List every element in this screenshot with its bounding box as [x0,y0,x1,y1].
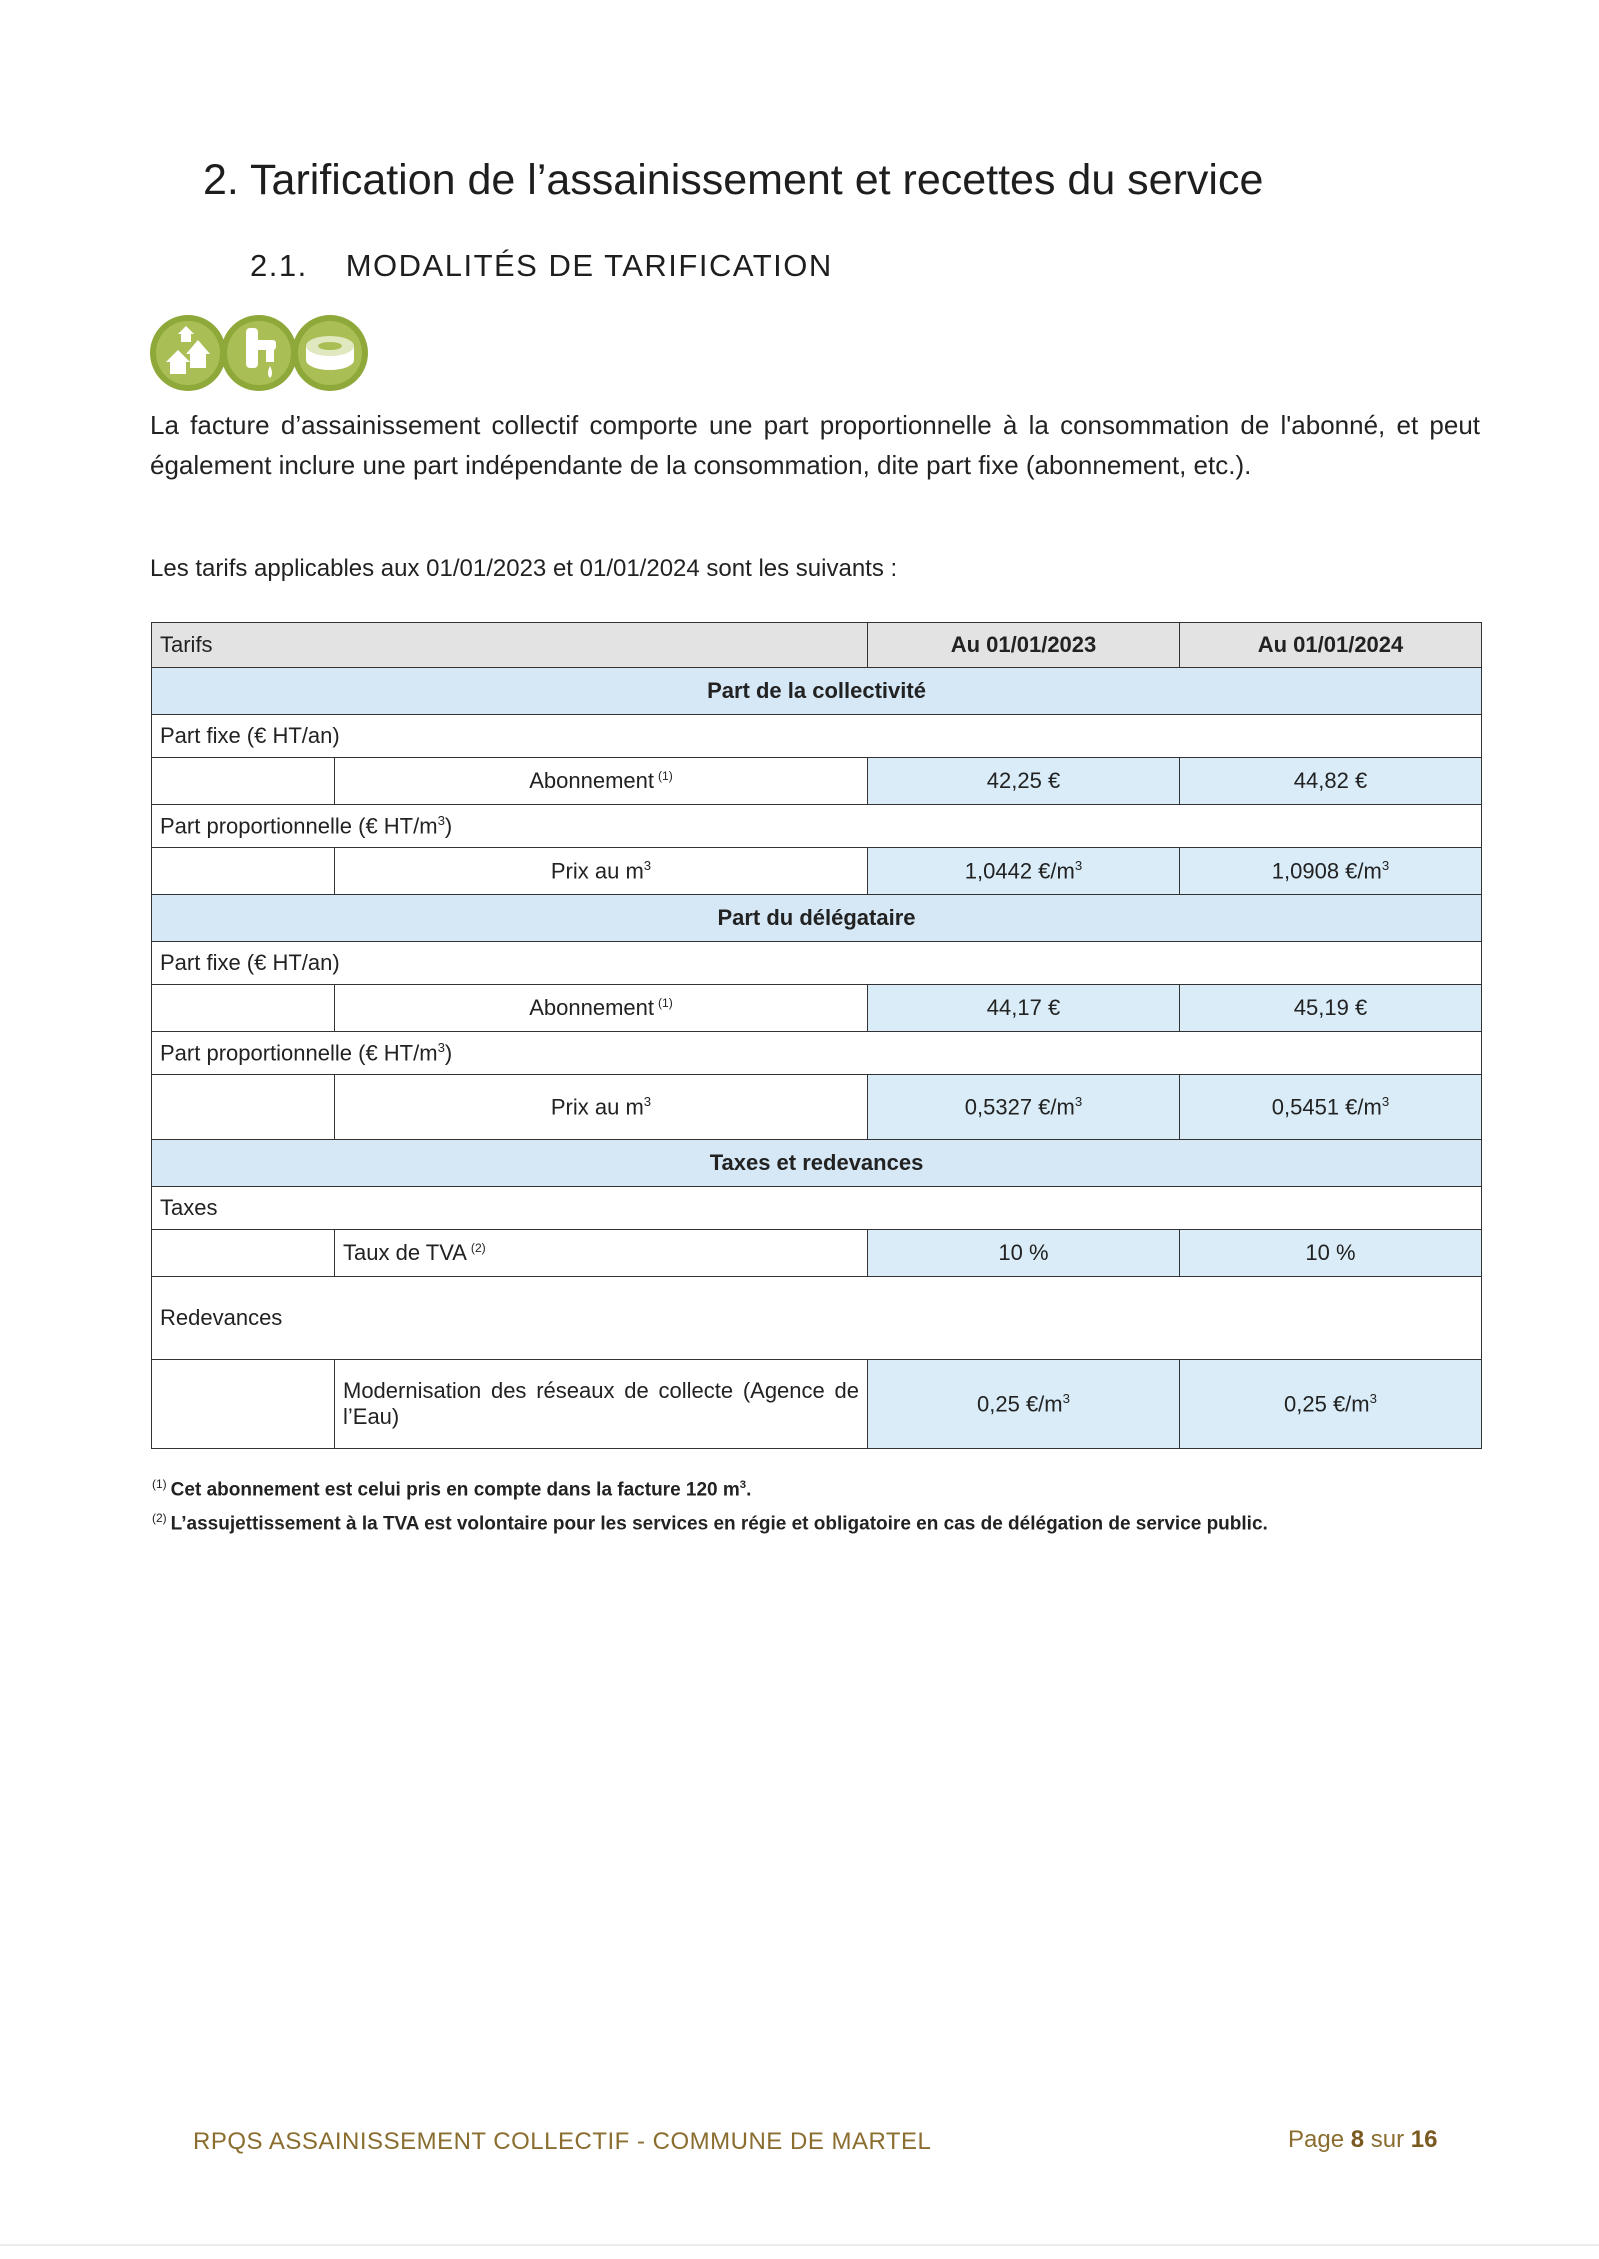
section-title: Part de la collectivité [152,668,1482,715]
tap-icon [221,315,297,391]
service-icons [148,312,370,394]
group-row [152,942,1482,985]
empty-cell [152,758,335,805]
table-row [152,758,1482,805]
group-row [152,1277,1482,1360]
footer-document-title: RPQS ASSAINISSEMENT COLLECTIF - COMMUNE DE MARTEL [193,2128,932,2155]
value-2023: 42,25 € [868,758,1180,805]
subsection-number: 2.1. [250,248,308,283]
table-row [152,1360,1482,1449]
empty-cell [152,1230,335,1277]
group-row [152,715,1482,758]
table-row [152,985,1482,1032]
empty-cell [152,1360,335,1449]
table-row [152,848,1482,895]
group-label: Part proportionnelle (€ $HT/m^3$) [152,1032,868,1075]
section-row [152,895,1482,942]
table-lead-text: Les tarifs applicables aux 01/01/2023 et 01/01/2024 sont les suivants : [150,555,898,582]
header-tarifs: Tarifs [152,623,868,668]
group-spacer [868,1277,1482,1360]
empty-cell [152,985,335,1032]
table-header-row [152,623,1482,668]
group-label: Part fixe (€ HT/an) [152,942,868,985]
intro-paragraph: La facture d’assainissement collectif comporte une part proportionnelle à la consommation de l'abonné, et peut également inclure une part indépendante de la consommation, dite part fixe (abonnement, etc.). [150,410,1480,480]
group-spacer [868,1032,1482,1075]
item-label: Abonnement $^{(1)}$ [335,985,868,1032]
empty-cell [152,1075,335,1140]
group-label: Taxes [152,1187,868,1230]
coin-icon [292,315,368,391]
value-2024: 0,5451 $€/m^3$ [1180,1075,1482,1140]
value-2023: 0,5327 $€/m^3$ [868,1075,1180,1140]
group-row [152,805,1482,848]
group-label: Part fixe (€ HT/an) [152,715,868,758]
subsection-label: MODALITÉS DE TARIFICATION [345,248,833,283]
header-2023: Au 01/01/2023 [868,623,1180,668]
group-label: Redevances [152,1277,868,1360]
section-row [152,1140,1482,1187]
section-title: Taxes et redevances [152,1140,1482,1187]
item-label: Prix au $m^3$ [335,1075,868,1140]
group-row [152,1187,1482,1230]
group-spacer [868,1187,1482,1230]
item-label: Prix au $m^3$ [335,848,868,895]
table-footnotes [152,1470,1268,1539]
value-2023: 10 % [868,1230,1180,1277]
value-2024: 44,82 € [1180,758,1482,805]
footer-page-number: Page 8 sur 16 [1288,2126,1438,2153]
page-bottom-rule [0,2244,1599,2246]
value-2024: 45,19 € [1180,985,1482,1032]
value-2023: 0,25 $€/m^3$ [868,1360,1180,1449]
group-spacer [868,942,1482,985]
item-label: Abonnement $^{(1)}$ [335,758,868,805]
item-label: Modernisation des réseaux de collecte (Agence de l’Eau) [335,1360,868,1449]
section-row [152,668,1482,715]
section-title: Part du délégataire [152,895,1482,942]
group-spacer [868,715,1482,758]
group-spacer [868,805,1482,848]
footnote-1: $^{(1)}$ Cet abonnement est celui pris en compte dans la facture 120 $m^3$. [152,1477,752,1501]
table-row [152,1075,1482,1140]
empty-cell [152,848,335,895]
value-2024: 0,25 $€/m^3$ [1180,1360,1482,1449]
footnote-2: $^{(2)}$ L’assujettissement à la TVA est volontaire pour les services en régie et obligatoire en cas de délégation de service public. [152,1511,1268,1535]
value-2024: 10 % [1180,1230,1482,1277]
section-title: 2. Tarification de l’assainissement et recettes du service [203,156,1264,204]
item-label: Taux de TVA $^{(2)}$ [335,1230,868,1277]
tariffs-table [151,622,1482,1449]
value-2024: 1,0908 $€/m^3$ [1180,848,1482,895]
group-label: Part proportionnelle (€ $HT/m^3$) [152,805,868,848]
group-row [152,1032,1482,1075]
header-2024: Au 01/01/2024 [1180,623,1482,668]
houses-icon [150,315,226,391]
table-row [152,1230,1482,1277]
value-2023: 1,0442 $€/m^3$ [868,848,1180,895]
subsection-title [250,248,833,284]
value-2023: 44,17 € [868,985,1180,1032]
